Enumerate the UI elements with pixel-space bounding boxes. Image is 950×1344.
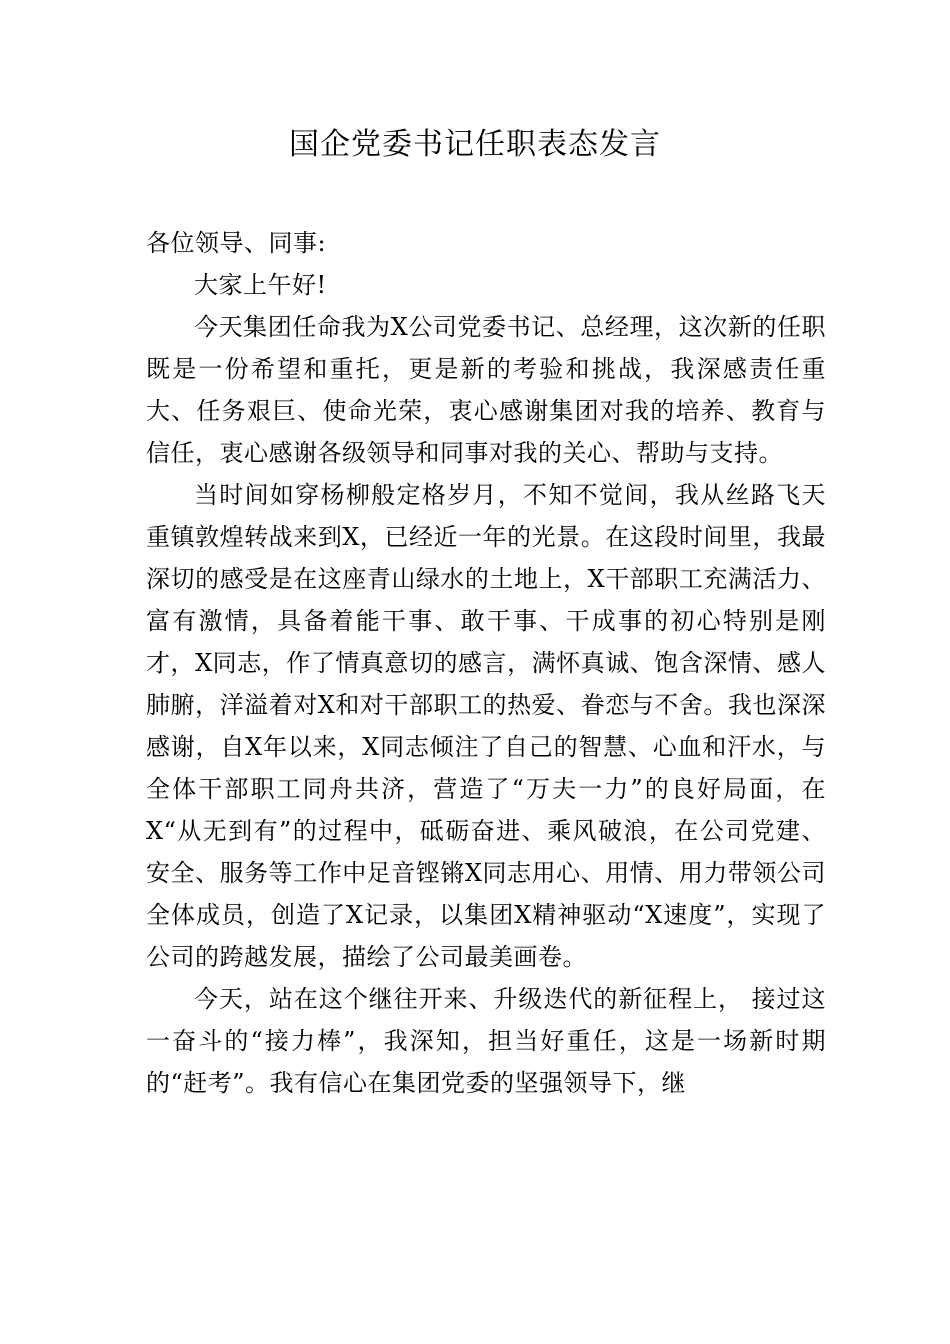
reflection-paragraph: 当时间如穿杨柳般定格岁月，不知不觉间，我从丝路飞天重镇敦煌转战来到X，已经近一年的光景。在这段时间里，我最深切的感受是在这座青山绿水的土地上，X干部职工充满活力、富有激情，具备着能干事、敢干事、干成事的初心特别是刚才，X同志，作了情真意切的感言，满怀真诚、饱含深情、感人肺腑，洋溢着对X和对干部职工的热爱、眷恋与不舍。我也深深感谢，自X年以来，X同志倾注了自己的智慧、心血和汗水，与全体干部职工同舟共济，营造了“万夫一力”的良好局面，在X“从无到有”的过程中，砥砺奋进、乘风破浪，在公司党建、安全、服务等工作中足音铿锵X同志用心、用情、用力带领公司全体成员，创造了X记录，以集团X精神驱动“X速度”，实现了公司的跨越发展，描绘了公司最美画卷。 [146,481,826,971]
greeting-paragraph: 大家上午好! [194,271,327,299]
document-title: 国企党委书记任职表态发言 [289,127,661,162]
document-body [146,222,826,1104]
salutation: 各位领导、同事: [146,229,327,257]
appointment-paragraph: 今天集团任命我为X公司党委书记、总经理，这次新的任职既是一份希望和重托，更是新的考验和挑战，我深感责任重大、任务艰巨、使命光荣，衷心感谢集团对我的培养、教育与信任，衷心感谢各级领导和同事对我的关心、帮助与支持。 [146,313,826,467]
commitment-paragraph: 今天，站在这个继往开来、升级迭代的新征程上， 接过这一奋斗的“接力棒”，我深知，担当好重任，这是一场新时期的“赶考”。我有信心在集团党委的坚强领导下，继 [146,985,826,1097]
